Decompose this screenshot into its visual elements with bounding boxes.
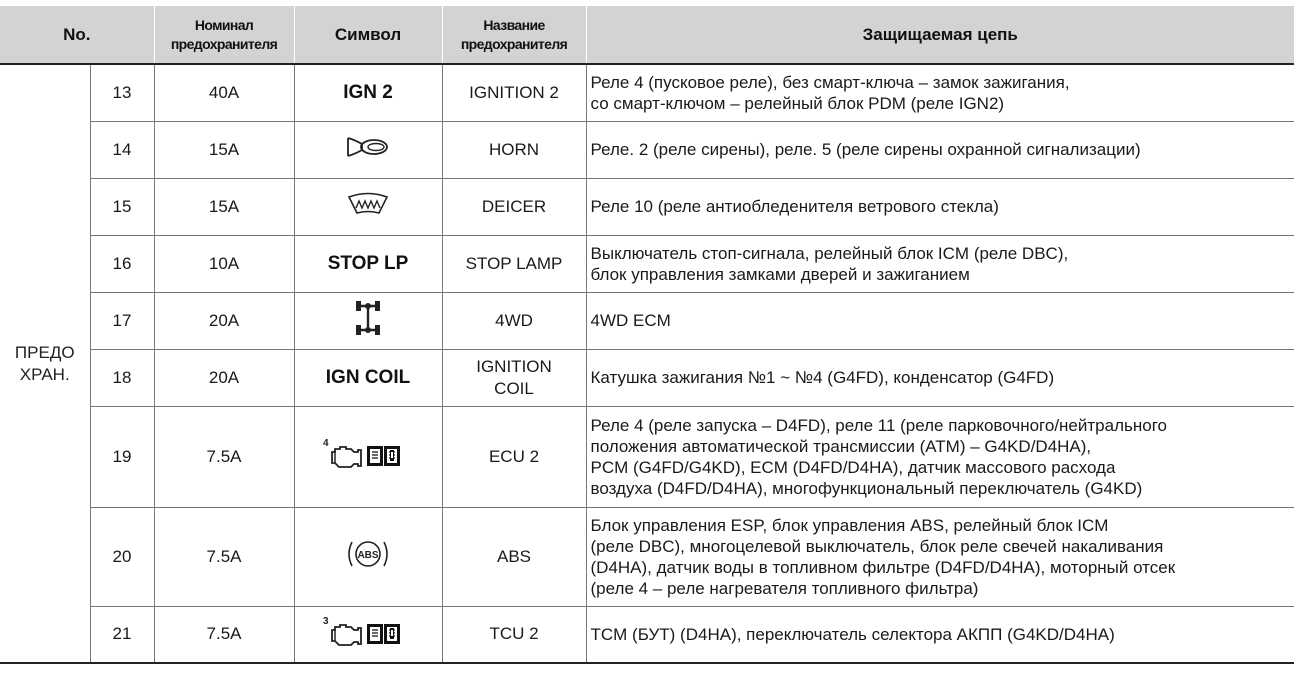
protected-circuit: Реле 4 (реле запуска – D4FD), реле 11 (реле парковочного/нейтрального положения автоматической трансмиссии (АТМ) – G4KD/D4HA), PCM (G4FD/G4KD), ECM (D4FD/D4HA), датчик массового расхода воздуха (D4FD/D4HA), многофункциональный переключатель (G4KD) [586, 406, 1294, 507]
fuse-number: 17 [90, 292, 154, 349]
protected-circuit: TCM (БУТ) (D4HA), переключатель селектора АКПП (G4KD/D4HA) [586, 606, 1294, 663]
symbol-text: IGN 2 [343, 81, 393, 103]
horn-icon [345, 132, 391, 167]
fuse-number: 15 [90, 178, 154, 235]
header-no: No. [0, 6, 154, 64]
protected-circuit: 4WD ECM [586, 292, 1294, 349]
fuse-symbol [294, 178, 442, 235]
header-rating-line1: Номинал [194, 16, 254, 33]
fuse-number: 13 [90, 64, 154, 121]
protected-circuit: Реле 4 (пусковое реле), без смарт-ключа – замок зажигания, со смарт-ключом – релейный блок PDM (реле IGN2) [586, 64, 1294, 121]
fuse-rating: 7.5A [154, 606, 294, 663]
fuse-rating: 20A [154, 292, 294, 349]
fuse-name: TCU 2 [442, 606, 586, 663]
fuse-symbol [294, 406, 442, 507]
symbol-superscript: 4 [323, 438, 329, 449]
fuse-name: IGNITION COIL [442, 349, 586, 406]
fuse-symbol [294, 606, 442, 663]
symbol-text: STOP LP [327, 252, 409, 274]
fuse-rating: 15A [154, 121, 294, 178]
fuse-name: STOP LAMP [442, 235, 586, 292]
fuse-name: ABS [442, 507, 586, 606]
abs-icon-label: ABS [357, 550, 379, 561]
engine-manual-icon [320, 614, 416, 655]
fuse-name: 4WD [442, 292, 586, 349]
fuse-rating: 7.5A [154, 507, 294, 606]
symbol-text: IGN COIL [325, 366, 411, 388]
4wd-drivetrain-icon [353, 299, 383, 342]
protected-circuit: Выключатель стоп-сигнала, релейный блок ICM (реле DBC), блок управления замками дверей и зажиганием [586, 235, 1294, 292]
fuse-number: 14 [90, 121, 154, 178]
category-label: ПРЕДО ХРАН. [0, 64, 90, 663]
fuse-symbol [294, 121, 442, 178]
header-circuit: Защищаемая цепь [586, 6, 1294, 64]
table-row [0, 64, 1294, 121]
fuse-table [0, 6, 1294, 664]
fuse-number: 20 [90, 507, 154, 606]
header-symbol: Символ [294, 6, 442, 64]
fuse-rating: 10A [154, 235, 294, 292]
fuse-number: 16 [90, 235, 154, 292]
symbol-superscript: 3 [323, 615, 329, 627]
fuse-rating: 40A [154, 64, 294, 121]
fuse-rating: 20A [154, 349, 294, 406]
table-row [0, 292, 1294, 349]
protected-circuit: Реле 10 (реле антиобледенителя ветрового стекла) [586, 178, 1294, 235]
table-header-row [0, 6, 1294, 64]
engine-manual-icon [320, 436, 416, 477]
fuse-number: 18 [90, 349, 154, 406]
header-name [442, 6, 586, 64]
header-name-line2: предохранителя [460, 35, 568, 52]
header-name-line1: Название [483, 16, 545, 33]
fuse-symbol [294, 235, 442, 292]
table-row [0, 178, 1294, 235]
header-rating [154, 6, 294, 64]
fuse-number: 21 [90, 606, 154, 663]
fuse-name: ECU 2 [442, 406, 586, 507]
fuse-symbol [294, 507, 442, 606]
protected-circuit: Реле. 2 (реле сирены), реле. 5 (реле сирены охранной сигнализации) [586, 121, 1294, 178]
fuse-symbol [294, 292, 442, 349]
table-row [0, 606, 1294, 663]
table-row [0, 507, 1294, 606]
fuse-symbol [294, 64, 442, 121]
fuse-number: 19 [90, 406, 154, 507]
protected-circuit: Катушка зажигания №1 ~ №4 (G4FD), конденсатор (G4FD) [586, 349, 1294, 406]
fuse-name: IGNITION 2 [442, 64, 586, 121]
abs-icon [343, 537, 393, 576]
protected-circuit: Блок управления ESP, блок управления ABS, релейный блок ICM (реле DBC), многоцелевой выключатель, блок реле свечей накаливания (D4HA), датчик воды в топливном фильтре (D4FD/D4HA), моторный отсек (реле 4 – реле нагревателя топливного фильтра) [586, 507, 1294, 606]
fuse-symbol [294, 349, 442, 406]
table-row [0, 406, 1294, 507]
table-row [0, 349, 1294, 406]
windshield-deicer-icon [346, 191, 390, 222]
table-row [0, 235, 1294, 292]
fuse-rating: 15A [154, 178, 294, 235]
header-rating-line2: предохранителя [170, 35, 278, 52]
table-row [0, 121, 1294, 178]
fuse-rating: 7.5A [154, 406, 294, 507]
fuse-name: HORN [442, 121, 586, 178]
fuse-name: DEICER [442, 178, 586, 235]
